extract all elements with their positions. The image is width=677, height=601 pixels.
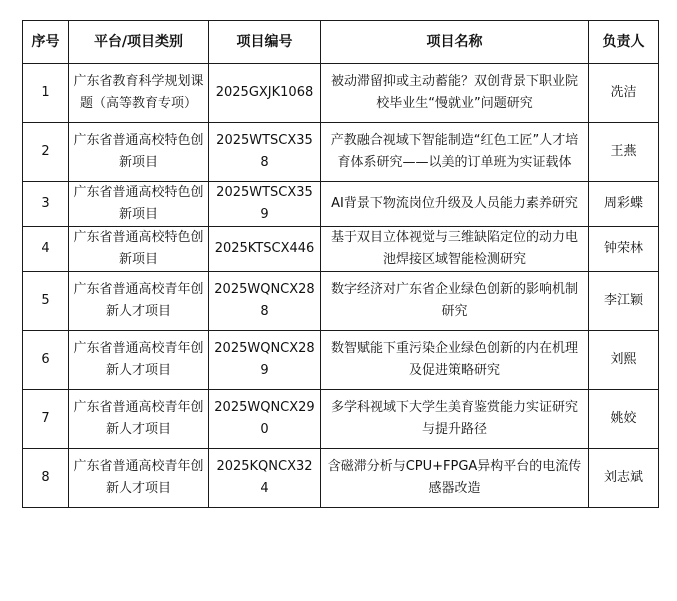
cell-owner: 周彩蝶 — [589, 182, 659, 227]
project-table — [22, 20, 659, 508]
cell-code: 2025GXJK1068 — [209, 64, 321, 123]
table-row — [23, 449, 659, 508]
cell-owner: 冼洁 — [589, 64, 659, 123]
cell-title: 被动滞留抑或主动蓄能？双创背景下职业院校毕业生“慢就业”问题研究 — [321, 64, 589, 123]
table-header-row — [23, 21, 659, 64]
cell-no: 4 — [23, 227, 69, 272]
cell-title: 数字经济对广东省企业绿色创新的影响机制研究 — [321, 272, 589, 331]
table-row — [23, 227, 659, 272]
cell-owner: 姚姣 — [589, 390, 659, 449]
table-row — [23, 331, 659, 390]
cell-owner: 刘志斌 — [589, 449, 659, 508]
cell-title: 产教融合视域下智能制造“红色工匠”人才培育体系研究——以美的订单班为实证载体 — [321, 123, 589, 182]
cell-no: 7 — [23, 390, 69, 449]
cell-no: 8 — [23, 449, 69, 508]
cell-code: 2025KTSCX446 — [209, 227, 321, 272]
cell-platform: 广东省普通高校特色创新项目 — [69, 123, 209, 182]
cell-no: 3 — [23, 182, 69, 227]
cell-title: 基于双目立体视觉与三维缺陷定位的动力电池焊接区域智能检测研究 — [321, 227, 589, 272]
table-row — [23, 182, 659, 227]
cell-platform: 广东省教育科学规划课题（高等教育专项） — [69, 64, 209, 123]
header-owner: 负责人 — [589, 21, 659, 64]
cell-title: 多学科视域下大学生美育鉴赏能力实证研究与提升路径 — [321, 390, 589, 449]
cell-code: 2025WQNCX290 — [209, 390, 321, 449]
cell-code: 2025WQNCX289 — [209, 331, 321, 390]
cell-no: 1 — [23, 64, 69, 123]
cell-no: 6 — [23, 331, 69, 390]
cell-owner: 李江颖 — [589, 272, 659, 331]
header-no: 序号 — [23, 21, 69, 64]
table-row — [23, 390, 659, 449]
cell-no: 2 — [23, 123, 69, 182]
cell-code: 2025KQNCX324 — [209, 449, 321, 508]
cell-code: 2025WQNCX288 — [209, 272, 321, 331]
cell-no: 5 — [23, 272, 69, 331]
cell-platform: 广东省普通高校特色创新项目 — [69, 182, 209, 227]
cell-owner: 钟荣林 — [589, 227, 659, 272]
header-platform: 平台/项目类别 — [69, 21, 209, 64]
header-code: 项目编号 — [209, 21, 321, 64]
cell-platform: 广东省普通高校青年创新人才项目 — [69, 272, 209, 331]
cell-platform: 广东省普通高校青年创新人才项目 — [69, 449, 209, 508]
cell-owner: 刘熙 — [589, 331, 659, 390]
cell-title: 数智赋能下重污染企业绿色创新的内在机理及促进策略研究 — [321, 331, 589, 390]
cell-title: 含磁滞分析与CPU+FPGA异构平台的电流传感器改造 — [321, 449, 589, 508]
header-title: 项目名称 — [321, 21, 589, 64]
cell-owner: 王燕 — [589, 123, 659, 182]
cell-platform: 广东省普通高校青年创新人才项目 — [69, 390, 209, 449]
cell-title: AI背景下物流岗位升级及人员能力素养研究 — [321, 182, 589, 227]
table-row — [23, 64, 659, 123]
table-row — [23, 272, 659, 331]
table-row — [23, 123, 659, 182]
cell-code: 2025WTSCX359 — [209, 182, 321, 227]
cell-platform: 广东省普通高校青年创新人才项目 — [69, 331, 209, 390]
cell-code: 2025WTSCX358 — [209, 123, 321, 182]
cell-platform: 广东省普通高校特色创新项目 — [69, 227, 209, 272]
